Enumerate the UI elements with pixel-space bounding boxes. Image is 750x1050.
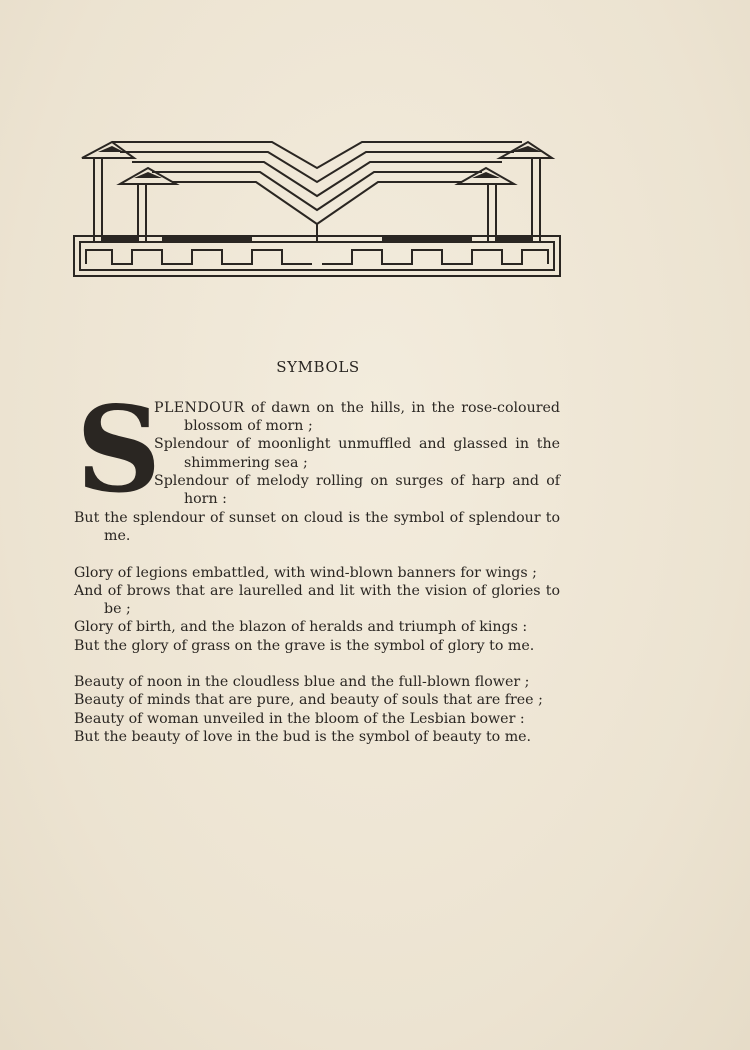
drop-cap-letter: S: [76, 380, 162, 519]
poem-line: Glory of legions embattled, with wind-blown banners for wings ;: [74, 564, 537, 581]
poem-line: But the glory of grass on the grave is the symbol of glory to me.: [74, 637, 535, 654]
poem-line: And of brows that are laurelled and lit with the vision of glories to be ;: [74, 583, 560, 618]
poem-line: Glory of birth, and the blazon of heralds and triumph of kings :: [74, 619, 528, 636]
first-line-rest: of dawn on the hills, in the rose-coloured blossom of morn ;: [184, 400, 560, 435]
poem-line: But the beauty of love in the bud is the symbol of beauty to me.: [74, 728, 532, 745]
stanza-3: [74, 673, 560, 746]
stanza-1: [74, 380, 560, 545]
poem-line: But the splendour of sunset on cloud is the symbol of splendour to me.: [74, 510, 560, 545]
poem-line: Beauty of minds that are pure, and beauty of souls that are free ;: [74, 692, 543, 709]
stanza-2: [74, 564, 560, 655]
first-word: PLENDOUR: [154, 400, 245, 416]
drop-cap-block: [74, 380, 560, 519]
poem-line: Beauty of noon in the cloudless blue and the full-blown flower ;: [74, 674, 530, 691]
poem-body: [74, 380, 560, 764]
poem-line: Splendour of melody rolling on surges of harp and of horn :: [154, 472, 560, 508]
poem-title: SYMBOLS: [276, 358, 360, 376]
poem-line: Beauty of woman unveiled in the bloom of the Lesbian bower :: [74, 710, 525, 727]
headpiece-ornament-icon: [72, 138, 562, 280]
poem-line: Splendour of moonlight unmuffled and glassed in the shimmering sea ;: [154, 436, 560, 471]
